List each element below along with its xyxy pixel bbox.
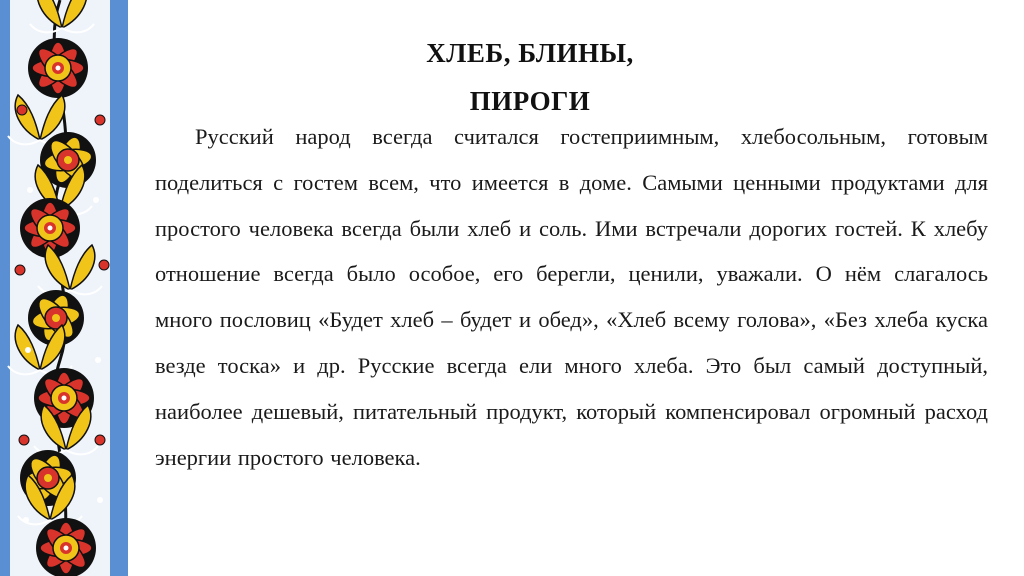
slide-body-paragraph: Русский народ всегда считался гостеприимным, хлебосольным, готовым поделиться с гостем всем, что имеется в доме. Самыми ценными продуктами для простого человека всегда были хлеб и соль. Ими встречали дорогих гостей. К хлебу отношение всегда было особое, его берегли, ценили, уважали. О нём слагалось много пословиц «Будет хлеб – будет и обед», «Хлеб всему голова», «Без хлеба куска везде тоска» и др. Русские всегда ели много хлеба. Это был самый доступный, наиболее дешевый, питательный продукт, который компенсировал огромный расход энергии простого человека. (155, 124, 988, 470)
slide-title-line-2: ПИРОГИ (469, 86, 591, 116)
floral-ornament-border (0, 0, 128, 576)
khokhloma-ornament-svg (0, 0, 128, 576)
slide-title-line-1: ХЛЕБ, БЛИНЫ, (426, 38, 634, 68)
